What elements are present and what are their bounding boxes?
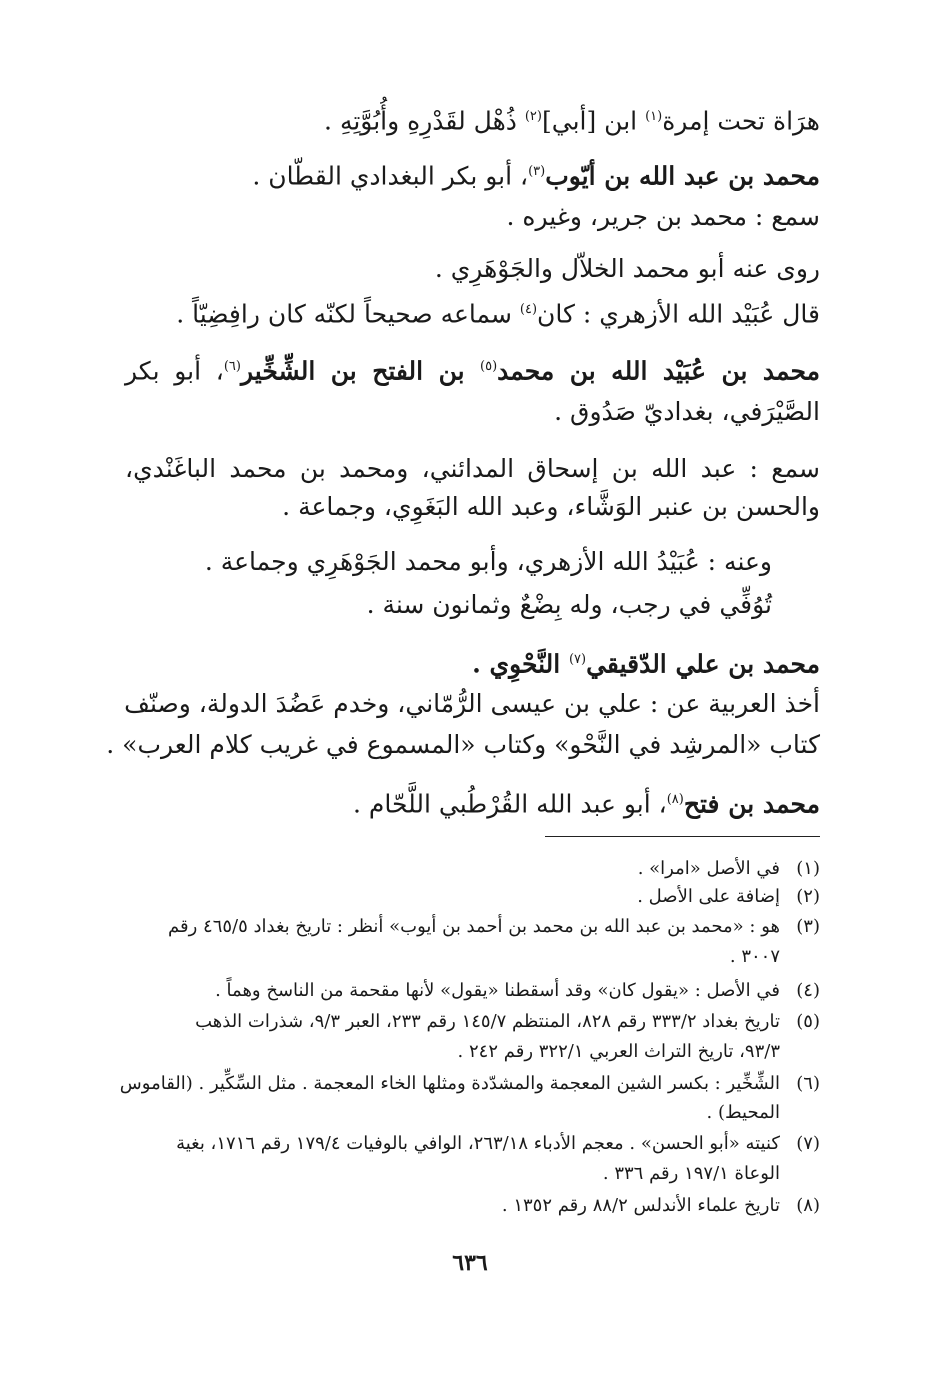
footnote-text: كنيته «أبو الحسن» . معجم الأدباء ٢٦٣/١٨، الوافي بالوفيات ١٧٩/٤ رقم ١٧١٦، بغية — [176, 1133, 780, 1154]
footnote-number: (٢) — [796, 886, 820, 907]
text-line — [324, 100, 820, 138]
footnote-text: في الأصل : «يقول كان» وقد أسقطنا «يقول» لأنها مقحمة من الناسخ وهماً . — [215, 980, 780, 1001]
footnote-number: (٣) — [796, 916, 820, 937]
text: قال عُبَيْد الله الأزهري : كان — [537, 299, 820, 329]
text-line — [176, 293, 820, 331]
footnote-number: (٥) — [796, 1011, 820, 1032]
entry-heading — [125, 350, 820, 388]
text-line: الصَّيْرَفي، بغداديّ صَدُوق . — [554, 397, 820, 426]
footnote-number: (٤) — [796, 980, 820, 1001]
footnote-ref[interactable]: (٣) — [528, 164, 546, 179]
footnote — [125, 1192, 820, 1220]
entry-desc: ، أبو عبد الله القُرْطُبي اللَّحّام . — [353, 789, 667, 819]
footnote-number: (١) — [796, 858, 820, 879]
footnote-text: إضافة على الأصل . — [637, 886, 780, 907]
text-line: سمع : محمد بن جرير، وغيره . — [506, 202, 820, 231]
footnote-continuation: ٣٠٠٧ . — [729, 946, 780, 967]
entry-name: النَّحْوِي . — [472, 649, 569, 679]
footnote-text: الشِّخِّير : بكسر الشين المعجمة والمشدّدة ومثلها الخاء المعجمة . مثل السِّكِّير . (القاموس — [119, 1073, 780, 1094]
footnote-ref[interactable]: (٧) — [568, 652, 587, 667]
footnote — [125, 855, 820, 883]
text-line: روى عنه أبو محمد الخلاّل والجَوْهَرِي . — [434, 254, 820, 283]
footnote-number: (٨) — [796, 1195, 820, 1216]
footnote-text: في الأصل «امرا» . — [637, 858, 780, 879]
entry-desc: ، أبو بكر البغدادي القطّان . — [252, 161, 529, 191]
entry-name: محمد بن عبد الله بن أيّوب — [545, 161, 820, 191]
text-line: سمع : عبد الله بن إسحاق المدائني، ومحمد بن محمد الباغَنْدي، — [125, 454, 820, 483]
text: هرَاة تحت إمرة — [662, 106, 820, 136]
footnote-ref[interactable]: (٤) — [519, 302, 538, 317]
text: ابن [أبي] — [541, 106, 646, 136]
footnote — [125, 913, 820, 941]
footnote — [125, 1008, 820, 1036]
footnote-ref[interactable]: (٨) — [666, 792, 684, 807]
entry-name: محمد بن فتح — [683, 789, 820, 819]
entry-name: محمد بن علي الدّقيقي — [586, 649, 820, 679]
text-line: وعنه : عُبَيْدُ الله الأزهري، وأبو محمد الجَوْهَرِي وجماعة . — [204, 547, 772, 576]
entry-name: بن الفتح بن الشِّخِّير — [240, 356, 481, 386]
footnote — [125, 1130, 820, 1158]
entry-name: محمد بن عُبَيْد الله بن محمد — [497, 356, 820, 386]
footnote — [125, 977, 820, 1005]
footnote-separator — [545, 836, 820, 837]
text-line: والحسن بن عنبر الوَشَّاء، وعبد الله البَغَوِي، وجماعة . — [282, 492, 820, 521]
footnote-ref[interactable]: (٥) — [480, 359, 498, 374]
entry-heading — [252, 155, 820, 193]
footnote-text: تاريخ بغداد ٣٣٣/٢ رقم ٨٢٨، المنتظم ١٤٥/٧ رقم ٢٣٣، العبر ٩/٣، شذرات الذهب — [195, 1011, 780, 1032]
footnote-ref[interactable]: (١) — [645, 109, 663, 124]
text-line: تُوُفِّي في رجب، وله بِضْعٌ وثمانون سنة . — [366, 590, 772, 619]
footnote-ref[interactable]: (٢) — [524, 109, 542, 124]
text: ذُهْل لقَدْرِهِ وأُبُوَّتِهِ . — [324, 106, 525, 136]
entry-heading — [353, 783, 820, 821]
footnote — [125, 883, 820, 911]
text-line: كتاب «المرشِد في النَّحْو» وكتاب «المسموع في غريب كلام العرب» . — [106, 730, 820, 759]
footnote-continuation: الوعاة ١٩٧/١ رقم ٣٣٦ . — [602, 1163, 780, 1184]
footnote-continuation: المحيط) . — [706, 1102, 780, 1123]
text-line: أخذ العربية عن : علي بن عيسى الرُّمّاني، وخدم عَضُدَ الدولة، وصنّف — [124, 689, 820, 718]
footnote-number: (٧) — [796, 1133, 820, 1154]
page-number: ٦٣٦ — [452, 1250, 488, 1276]
footnote — [119, 1070, 820, 1098]
entry-desc: ، أبو بكر — [125, 356, 224, 386]
entry-heading — [472, 643, 820, 681]
footnote-text: تاريخ علماء الأندلس ٨٨/٢ رقم ١٣٥٢ . — [501, 1195, 780, 1216]
footnote-number: (٦) — [796, 1073, 820, 1094]
footnote-ref[interactable]: (٦) — [223, 359, 241, 374]
footnote-text: هو : «محمد بن عبد الله بن محمد بن أحمد بن أيوب» أنظر : تاريخ بغداد ٤٦٥/٥ رقم — [168, 916, 780, 937]
footnote-continuation: ٩٣/٣، تاريخ التراث العربي ٣٢٢/١ رقم ٢٤٢ . — [457, 1041, 780, 1062]
text: سماعه صحيحاً لكنّه كان رافِضِيّاً . — [176, 299, 520, 329]
